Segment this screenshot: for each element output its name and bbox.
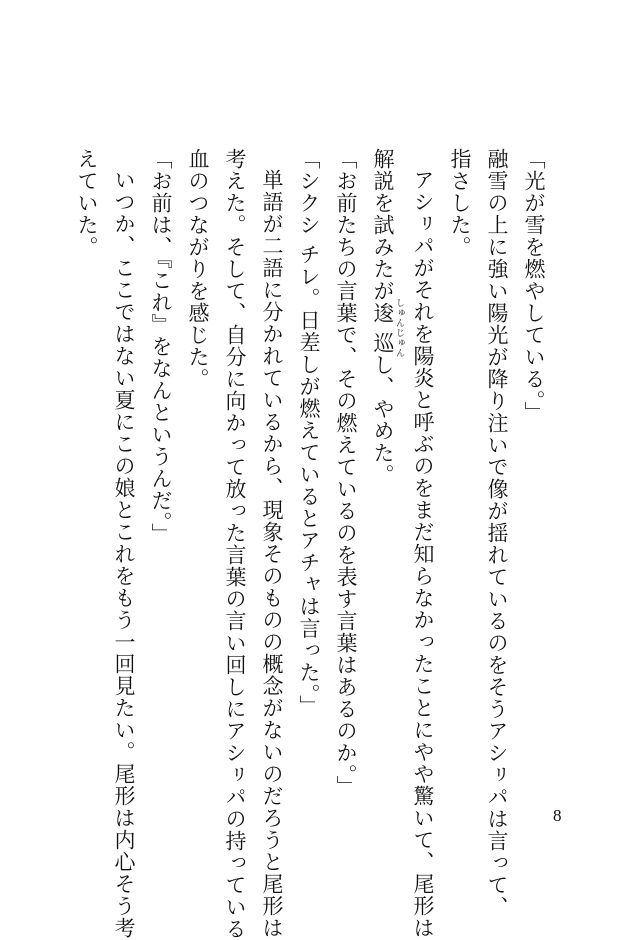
text-line: 考えた。そして、自分に向かって放った言葉の言い回しにアシㇼパの持っている [223,148,247,940]
text-line: アシㇼパがそれを陽炎と呼ぶのをまだ知らなかったことにやや驚いて、尾形は [411,169,435,939]
text-line: 「お前は、『これ』をなんというんだ。」 [149,148,173,545]
text-line: 血のつながりを感じた。 [186,148,210,390]
ruby-reading: しゅんじゅん [394,298,404,358]
ruby-word: 逡巡 しゅんじゅん [371,298,404,358]
text-line: 単語が二語に分かれているから、現象そのものの概念がないのだろうと尾形は [260,169,284,939]
page-number: 8 [553,806,562,825]
text-line: 解説を試みたが逡巡 しゅんじゅんし、やめた。 [371,148,404,486]
text-line: 指さした。 [448,148,472,258]
text-line: いつか、ここではない夏にこの娘とこれをもう一回見たい。尾形は内心そう考 [112,169,136,939]
text-line: 「お前たちの言葉で、その燃えているのを表す言葉はあるのか。」 [334,148,358,798]
body-text [68,148,552,940]
text-line: 「シクシ チレ。日差しが燃えているとアチャは言った。」 [297,148,321,718]
text-line: 「光が雪を燃やしている。」 [522,148,546,424]
text-line: 融雪の上に強い陽光が降り注いで像が揺れているのをそうアシㇼパは言って、 [485,148,509,918]
text-line: えていた。 [75,148,99,258]
